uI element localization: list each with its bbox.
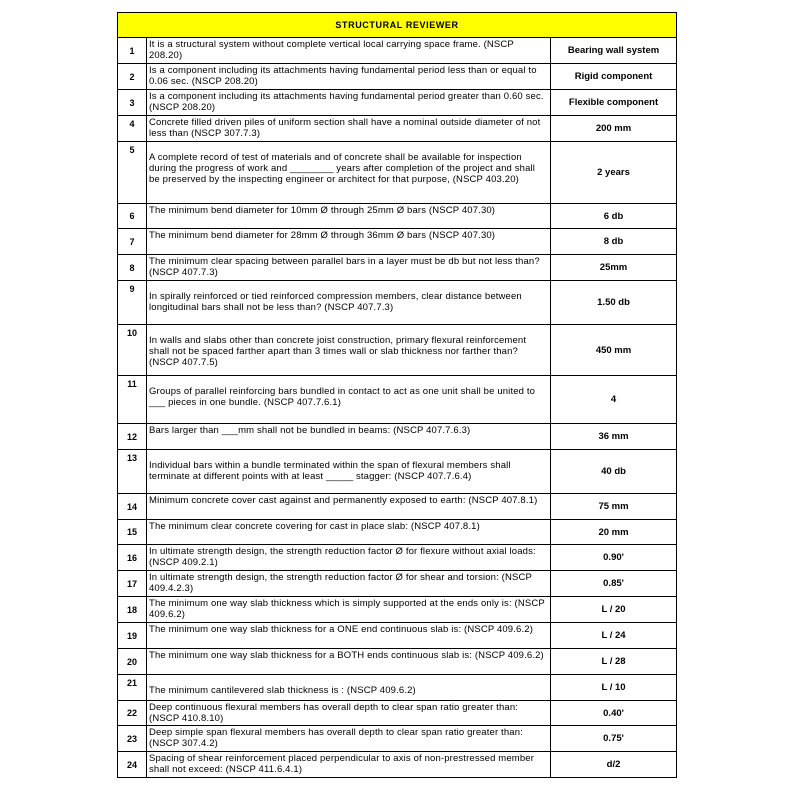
answer-text: 450 mm [551,325,677,376]
answer-text: 20 mm [551,520,677,545]
row-number: 20 [118,649,147,675]
table-row [118,520,677,545]
answer-text: Rigid component [551,64,677,90]
table-row [118,623,677,649]
answer-text: 36 mm [551,424,677,450]
question-text: Is a component including its attachments having fundamental period less than or equal to 0.06 sec. (NSCP 208.20) [147,64,551,90]
question-text: Spacing of shear reinforcement placed perpendicular to axis of non-prestressed member shall not exceed: (NSCP 411.6.4.1) [147,752,551,778]
answer-text: Flexible component [551,90,677,116]
row-number: 6 [118,204,147,229]
table-row [118,494,677,520]
table-row [118,204,677,229]
answer-text: 0.90' [551,545,677,571]
answer-text: L / 28 [551,649,677,675]
answer-text: 200 mm [551,116,677,142]
question-text: Concrete filled driven piles of uniform section shall have a nominal outside diameter of not less than (NSCP 307.7.3) [147,116,551,142]
table-row [118,450,677,494]
row-number: 3 [118,90,147,116]
question-text: The minimum one way slab thickness which is simply supported at the ends only is: (NSCP 409.6.2) [147,597,551,623]
table-row [118,675,677,701]
question-text: Deep continuous flexural members has overall depth to clear span ratio greater than: (NSCP 410.8.10) [147,701,551,726]
row-number: 7 [118,229,147,255]
table-row [118,255,677,281]
answer-text: 25mm [551,255,677,281]
row-number: 9 [118,281,147,325]
row-number: 18 [118,597,147,623]
answer-text: L / 24 [551,623,677,649]
answer-text: L / 20 [551,597,677,623]
question-text: A complete record of test of materials and of concrete shall be available for inspection during the progress of work and ________ years after completion of the project and shall be preserved by the inspecting engineer or architect for that purpose, (NSCP 403.20) [147,142,551,204]
table-row [118,649,677,675]
table-row [118,281,677,325]
row-number: 2 [118,64,147,90]
table-row [118,701,677,726]
table-row [118,597,677,623]
row-number: 22 [118,701,147,726]
table-row [118,142,677,204]
question-text: Individual bars within a bundle terminated within the span of flexural members shall terminate at different points with at least _____ stagger: (NSCP 407.7.6.4) [147,450,551,494]
row-number: 23 [118,726,147,752]
table-row [118,90,677,116]
question-text: It is a structural system without complete vertical local carrying space frame. (NSCP 208.20) [147,38,551,64]
answer-text: 0.85' [551,571,677,597]
row-number: 24 [118,752,147,778]
answer-text: 4 [551,376,677,424]
table-row [118,424,677,450]
row-number: 4 [118,116,147,142]
row-number: 16 [118,545,147,571]
answer-text: 1.50 db [551,281,677,325]
row-number: 17 [118,571,147,597]
question-text: Minimum concrete cover cast against and permanently exposed to earth: (NSCP 407.8.1) [147,494,551,520]
table-row [118,325,677,376]
answer-text: 8 db [551,229,677,255]
row-number: 13 [118,450,147,494]
row-number: 12 [118,424,147,450]
title-row [118,13,677,38]
question-text: The minimum one way slab thickness for a ONE end continuous slab is: (NSCP 409.6.2) [147,623,551,649]
question-text: Deep simple span flexural members has overall depth to clear span ratio greater than: (NSCP 307.4.2) [147,726,551,752]
row-number: 15 [118,520,147,545]
table-row [118,752,677,778]
question-text: The minimum clear spacing between parallel bars in a layer must be db but not less than? (NSCP 407.7.3) [147,255,551,281]
row-number: 14 [118,494,147,520]
table-row [118,545,677,571]
table-row [118,64,677,90]
answer-text: 0.75' [551,726,677,752]
question-text: The minimum cantilevered slab thickness is : (NSCP 409.6.2) [147,675,551,701]
row-number: 21 [118,675,147,701]
row-number: 11 [118,376,147,424]
answer-text: d/2 [551,752,677,778]
answer-text: 40 db [551,450,677,494]
table-row [118,376,677,424]
answer-text: Bearing wall system [551,38,677,64]
table-row [118,38,677,64]
question-text: In ultimate strength design, the strength reduction factor Ø for shear and torsion: (NSCP 409.4.2.3) [147,571,551,597]
row-number: 8 [118,255,147,281]
question-text: In spirally reinforced or tied reinforced compression members, clear distance between longitudinal bars shall not be less than? (NSCP 407.7.3) [147,281,551,325]
answer-text: L / 10 [551,675,677,701]
table-row [118,726,677,752]
row-number: 5 [118,142,147,204]
question-text: Is a component including its attachments having fundamental period greater than 0.60 sec. (NSCP 208.20) [147,90,551,116]
question-text: The minimum one way slab thickness for a BOTH ends continuous slab is: (NSCP 409.6.2) [147,649,551,675]
table-row [118,116,677,142]
question-text: In ultimate strength design, the strength reduction factor Ø for flexure without axial loads: (NSCP 409.2.1) [147,545,551,571]
row-number: 19 [118,623,147,649]
reviewer-table [117,12,677,778]
answer-text: 75 mm [551,494,677,520]
question-text: Groups of parallel reinforcing bars bundled in contact to act as one unit shall be united to ___ pieces in one bundle. (NSCP 407.7.6.1) [147,376,551,424]
row-number: 10 [118,325,147,376]
row-number: 1 [118,38,147,64]
question-text: In walls and slabs other than concrete joist construction, primary flexural reinforcement shall not be spaced farther apart than 3 times wall or slab thickness nor farther than? (NSCP 407.7.5) [147,325,551,376]
question-text: Bars larger than ___mm shall not be bundled in beams: (NSCP 407.7.6.3) [147,424,551,450]
question-text: The minimum bend diameter for 10mm Ø through 25mm Ø bars (NSCP 407.30) [147,204,551,229]
table-row [118,229,677,255]
answer-text: 2 years [551,142,677,204]
table-row [118,571,677,597]
page-title: STRUCTURAL REVIEWER [118,13,677,38]
answer-text: 0.40' [551,701,677,726]
answer-text: 6 db [551,204,677,229]
question-text: The minimum bend diameter for 28mm Ø through 36mm Ø bars (NSCP 407.30) [147,229,551,255]
question-text: The minimum clear concrete covering for cast in place slab: (NSCP 407.8.1) [147,520,551,545]
